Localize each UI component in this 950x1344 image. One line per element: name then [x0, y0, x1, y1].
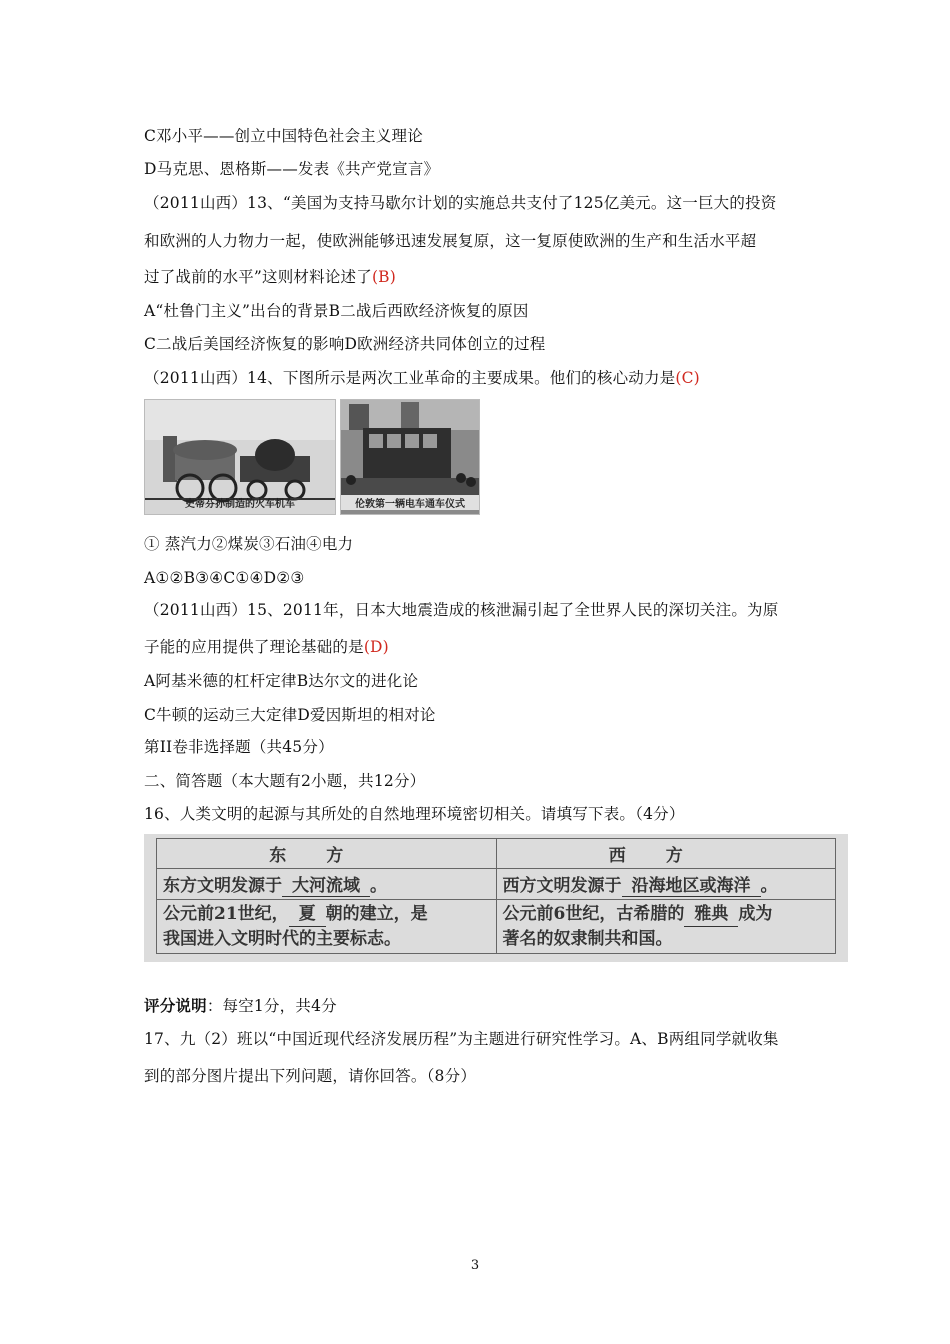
table-head-east: 东方 — [157, 839, 497, 869]
scoring-label: 评分说明 — [144, 996, 207, 1015]
tram-caption: 伦敦第一辆电车通车仪式 — [341, 495, 479, 510]
cell-text: 。 — [370, 876, 387, 896]
text-line-13: A阿基米德的杠杆定律B达尔文的进化论 — [144, 672, 419, 690]
table-cell-east-2 — [157, 900, 497, 954]
text-line-6: A“杜鲁门主义”出台的背景B二战后西欧经济恢复的原因 — [144, 302, 529, 320]
text-line-11: （2011山西）15、2011年，日本大地震造成的核泄漏引起了全世界人民的深切关注。为原 — [144, 601, 779, 619]
text-line-20: 到的部分图片提出下列问题，请你回答。（8分） — [144, 1067, 477, 1085]
locomotive-caption: 史蒂芬孙制造的火车机车 — [185, 499, 295, 510]
text-line-17: 16、人类文明的起源与其所处的自然地理环境密切相关。请填写下表。（4分） — [144, 805, 685, 823]
text-line-5 — [144, 267, 396, 287]
table-cell-west-1 — [496, 869, 836, 900]
text-line-4: 和欧洲的人力物力一起，使欧洲能够迅速发展复原，这一复原使欧洲的生产和生活水平超 — [144, 232, 757, 250]
text-line-18 — [144, 996, 337, 1016]
cell-text: 公元前6世纪，古希腊的 — [502, 904, 685, 924]
table-cell-east-1 — [157, 869, 497, 900]
cell-text: 朝的建立，是 — [325, 904, 428, 924]
text-line-16: 二、简答题（本大题有2小题，共12分） — [144, 772, 426, 790]
text-line-8-body: （2011山西）14、下图所示是两次工业革命的主要成果。他们的核心动力是 — [144, 369, 676, 387]
answer-15: (D) — [363, 638, 389, 656]
text-line-14: C牛顿的运动三大定律D爱因斯坦的相对论 — [144, 706, 436, 724]
text-line-12-body: 子能的应用提供了理论基础的是 — [144, 638, 364, 656]
answer-13: (B) — [371, 268, 397, 286]
cell-text: 。 — [760, 876, 778, 896]
text-line-15: 第II卷非选择题（共45分） — [144, 738, 334, 756]
civilization-table-image — [144, 834, 848, 962]
text-line-7: C二战后美国经济恢复的影响D欧洲经济共同体创立的过程 — [144, 335, 546, 353]
fill-answer: 沿海地区或海洋 — [622, 871, 761, 897]
scoring-text: ：每空1分，共4分 — [206, 997, 337, 1015]
cell-text: 西方文明发源于 — [502, 876, 622, 896]
text-line-12 — [144, 637, 389, 657]
cell-text: 著名的奴隶制共和国。 — [502, 929, 673, 949]
table-head-west: 西方 — [496, 839, 836, 869]
text-line-5-body: 过了战前的水平”这则材料论述了 — [144, 268, 372, 286]
fill-answer: 夏 — [289, 902, 326, 927]
text-line-10: A①②B③④C①④D②③ — [144, 569, 305, 587]
text-line-2: D马克思、恩格斯——发表《共产党宣言》 — [144, 160, 440, 178]
cell-text: 东方文明发源于 — [163, 876, 282, 896]
fill-answer: 雅典 — [684, 902, 738, 927]
cell-text: 公元前21世纪， — [163, 904, 289, 924]
text-line-8 — [144, 368, 700, 388]
answer-14: (C) — [675, 369, 700, 387]
locomotive-photo — [144, 399, 336, 515]
cell-text: 成为 — [738, 904, 773, 924]
cell-text: 我国进入文明时代的主要标志。 — [163, 929, 401, 949]
tram-photo — [340, 399, 480, 515]
table-cell-west-2 — [496, 900, 836, 954]
text-line-3: （2011山西）13、“美国为支持马歇尔计划的实施总共支付了125亿美元。这一巨大的投资 — [144, 194, 777, 212]
page-number: 3 — [470, 1258, 480, 1273]
fill-answer: 大河流域 — [282, 871, 370, 897]
civilization-table — [156, 838, 836, 954]
text-line-19: 17、九（2）班以“中国近现代经济发展历程”为主题进行研究性学习。A、B两组同学就收集 — [144, 1030, 779, 1048]
text-line-1: C邓小平——创立中国特色社会主义理论 — [144, 127, 423, 145]
text-line-9: ① 蒸汽力②煤炭③石油④电力 — [144, 535, 354, 553]
